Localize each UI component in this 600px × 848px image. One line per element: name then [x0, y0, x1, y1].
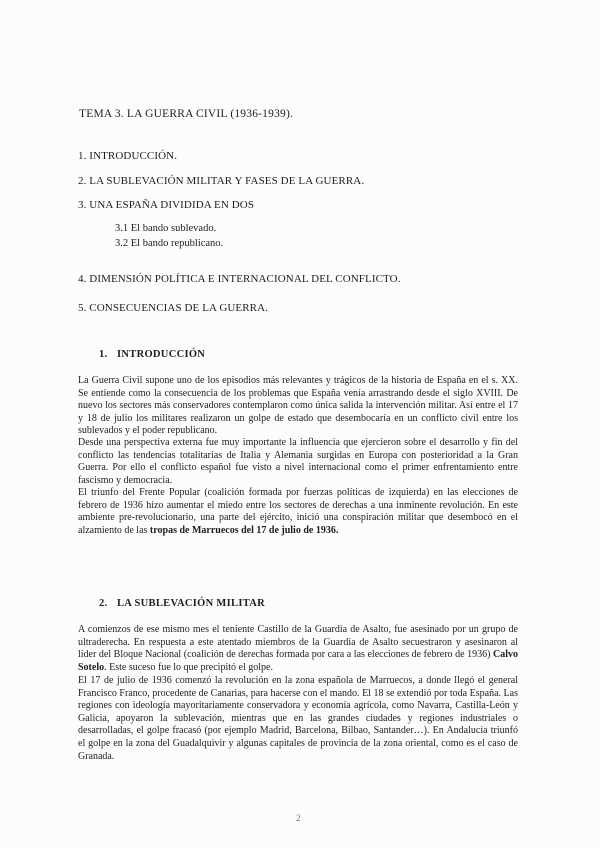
toc-item-espana-dividida: 3. UNA ESPAÑA DIVIDIDA EN DOS [78, 199, 255, 211]
paragraph-text: El triunfo del Frente Popular (coalición formada por fuerzas políticas de izquierda) en las elecciones de febrero de 1936 hizo aumentar el miedo entre los sectores de derechas a una inminente revolución. En este ambiente pre-revolucionario, una parte del ejército, inició una conspiración militar que desembocó en el alzamiento de las [78, 487, 518, 536]
paragraph-sublevacion-1 [78, 624, 518, 674]
paragraph-intro-2: Desde una perspectiva externa fue muy importante la influencia que ejercieron sobre el desarrollo y fin del conflicto las tendencias totalitarias de Italia y Alemania surgidas en Europa con posterioridad a la Gran Guerra. Por ello el conflicto español fue visto a nivel internacional como el primer enfrentamiento entre fascismo y democracia. [78, 437, 518, 486]
toc-item-sublevacion: 2. LA SUBLEVACIÓN MILITAR Y FASES DE LA GUERRA. [78, 175, 365, 187]
paragraph-intro-1: La Guerra Civil supone uno de los episodios más relevantes y trágicos de la historia de España en el s. XX. Se entiende como la consecuencia de los problemas que España venía arrastrando desde el siglo XVIII. De nuevo los sectores más conservadores contemplaron como única salida la intervención militar. Así entre el 17 y 18 de julio los militares realizaron un golpe de estado que desembocaría en un conflicto civil entre los sublevados y el poder republicano. [78, 375, 518, 437]
toc-subitem-bando-republicano: 3.2 El bando republicano. [115, 238, 224, 249]
section-heading-introduccion [99, 349, 205, 360]
paragraph-bold-text: tropas de Marruecos del 17 de julio de 1936. [149, 524, 339, 536]
paragraph-bold-text: Calvo Sotelo [78, 649, 518, 673]
section-title: INTRODUCCIÓN [117, 349, 206, 360]
section-number: 1. [99, 349, 108, 360]
toc-item-dimension-politica: 4. DIMENSIÓN POLÍTICA E INTERNACIONAL DEL CONFLICTO. [78, 273, 401, 285]
paragraph-text-tail: . Este suceso fue lo que precipitó el golpe. [104, 661, 273, 673]
paragraph-text: A comienzos de ese mismo mes el teniente Castillo de la Guardia de Asalto, fue asesinado por un grupo de ultraderecha. En respuesta a este atentado miembros de la Guardia de Asalto secuestraron y asesinaron al líder del Bloque Nacional (coalición de derechas formada por cara a las elecciones de febrero de 1936) [78, 624, 518, 661]
section-number: 2. [99, 598, 108, 609]
document-title: TEMA 3. LA GUERRA CIVIL (1936-1939). [79, 108, 294, 120]
paragraph-intro-3 [78, 487, 518, 537]
toc-item-introduccion: 1. INTRODUCCIÓN. [78, 150, 178, 162]
toc-item-consecuencias: 5. CONSECUENCIAS DE LA GUERRA. [78, 302, 269, 314]
toc-subitem-bando-sublevado: 3.1 El bando sublevado. [115, 223, 217, 234]
section-title: LA SUBLEVACIÓN MILITAR [117, 598, 265, 609]
section-heading-sublevacion [99, 598, 265, 609]
paragraph-sublevacion-2: El 17 de julio de 1936 comenzó la revolución en la zona española de Marruecos, a donde llegó el general Francisco Franco, procedente de Canarias, para hacerse con el mando. El 18 se extendió por toda España. Las regiones con ideología mayoritariamente conservadora y economía agrícola, como Navarra, Castilla-León y Galicia, apoyaron la sublevación, mientras que en las grandes ciudades y regiones industriales o desarrolladas, el golpe fracasó (por ejemplo Madrid, Barcelona, Bilbao, Santander…). En Andalucía triunfó el golpe en la zona del Guadalquivir y algunas capitales de provincia de la zona oriental, como es el caso de Granada. [78, 675, 518, 762]
page-number: 2 [296, 813, 301, 823]
